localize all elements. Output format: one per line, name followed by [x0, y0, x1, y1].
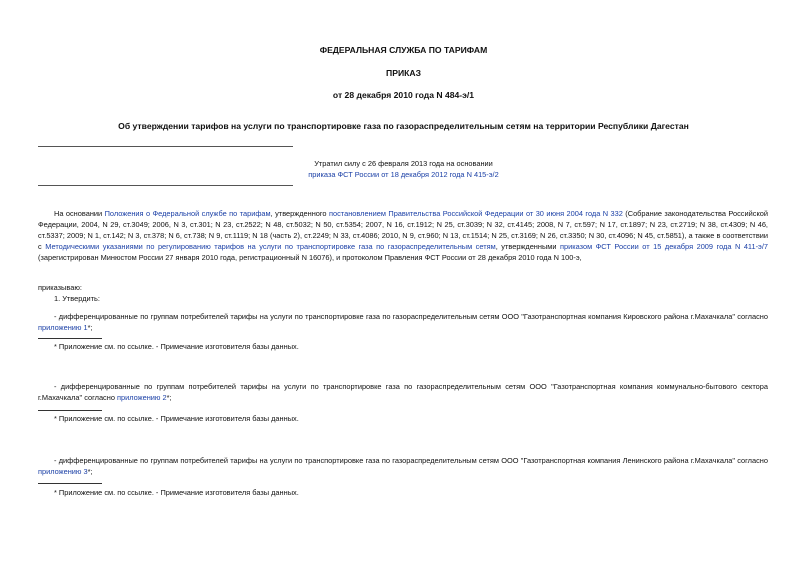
- fst-order-link[interactable]: приказом ФСТ России от 15 декабря 2009 года N 411-э/7: [560, 242, 768, 251]
- doc-title: Об утверждении тарифов на услуги по транспортировке газа по газораспределительным сетям на территории Республики Дагестан: [118, 121, 689, 131]
- item-1: 1. Утвердить:: [54, 294, 100, 303]
- footnote-1-rule: [38, 338, 102, 339]
- appendix-1-link[interactable]: приложению 1: [38, 323, 88, 332]
- bullet-3: - дифференцированные по группам потребителей тарифы на услуги по транспортировке газа по газораспределительным сетям ООО "Газотранспортная компания Ленинского района г.Махачкала" согласно приложению 3*;: [38, 456, 768, 476]
- preamble-paragraph: На основании Положения о Федеральной службе по тарифам, утвержденного постановлением Правительства Российской Федерации от 30 июня 2004 года N 332 (Собрание законодательства Российской Федерации, 2004, N 29, ст.3049; 2006, N 3, ст.301; N 23, ст.2522; N 48, ст.5032; N 50, ст.5354; 2007, N 16, ст.1912; N 25, ст.3039; N 32, ст.4145; 2008, N 7, ст.597; N 17, ст.1897; N 23, ст.2719; N 38, ст.4309; N 46, ст.5337; 2009; N 1, ст.142; N 3, ст.378; N 6, ст.738; N 9, ст.1119; N 18 (часть 2), ст.2249; N 33, ст.4086; 2010, N 9, ст.960; N 13, ст.1514; N 25, ст.3169; N 26, ст.3350; N 30, ст.4096; N 45, ст.5851), а также в соответствии с Методическими указаниями по регулированию тарифов на услуги по транспортировке газа по газораспределительным сетям, утвержденными приказом ФСТ России от 15 декабря 2009 года N 411-э/7 (зарегистрирован Минюстом России 27 января 2010 года, регистрационный N 16076), и протоколом Правления ФСТ России от 28 декабря 2010 года N 100-э,: [38, 209, 769, 262]
- repeal-order-link[interactable]: приказа ФСТ России от 18 декабря 2012 года N 415-э/2: [308, 170, 499, 179]
- guidelines-link[interactable]: Методическими указаниями по регулированию тарифов на услуги по транспортировке газа по газораспределительным сетям: [45, 242, 496, 251]
- bullet-2: - дифференцированные по группам потребителей тарифы на услуги по транспортировке газа по газораспределительным сетям ООО "Газотранспортная компания коммунально-бытового сектора г.Махачкала" согласно приложению 2*;: [38, 382, 768, 402]
- status-top-rule: [38, 146, 293, 147]
- agency-heading: ФЕДЕРАЛЬНАЯ СЛУЖБА ПО ТАРИФАМ: [319, 45, 488, 55]
- status-note-text: Утратил силу с 26 февраля 2013 года на основании: [314, 159, 493, 168]
- appendix-2-link[interactable]: приложению 2: [117, 393, 167, 402]
- status-note-link[interactable]: [0, 170, 807, 179]
- government-decree-link[interactable]: постановлением Правительства Российской Федерации от 30 июня 2004 года N 332: [328, 209, 623, 218]
- doc-type-heading: ПРИКАЗ: [386, 68, 421, 78]
- regulation-link[interactable]: Положения о Федеральной службе по тарифам: [104, 209, 271, 218]
- footnote-1: * Приложение см. по ссылке. - Примечание изготовителя базы данных.: [54, 342, 299, 351]
- footnote-2: * Приложение см. по ссылке. - Примечание изготовителя базы данных.: [54, 414, 299, 423]
- order-word: приказываю:: [38, 283, 82, 292]
- bullet-1: - дифференцированные по группам потребителей тарифы на услуги по транспортировке газа по газораспределительным сетям ООО "Газотранспортная компания Кировского района г.Махачкала" согласно приложению 1*;: [38, 312, 768, 332]
- status-bottom-rule: [38, 185, 293, 186]
- footnote-2-rule: [38, 410, 102, 411]
- doc-date-heading: от 28 декабря 2010 года N 484-э/1: [332, 90, 475, 100]
- footnote-3-rule: [38, 483, 102, 484]
- appendix-3-link[interactable]: приложению 3: [38, 467, 88, 476]
- footnote-3: * Приложение см. по ссылке. - Примечание изготовителя базы данных.: [54, 488, 299, 497]
